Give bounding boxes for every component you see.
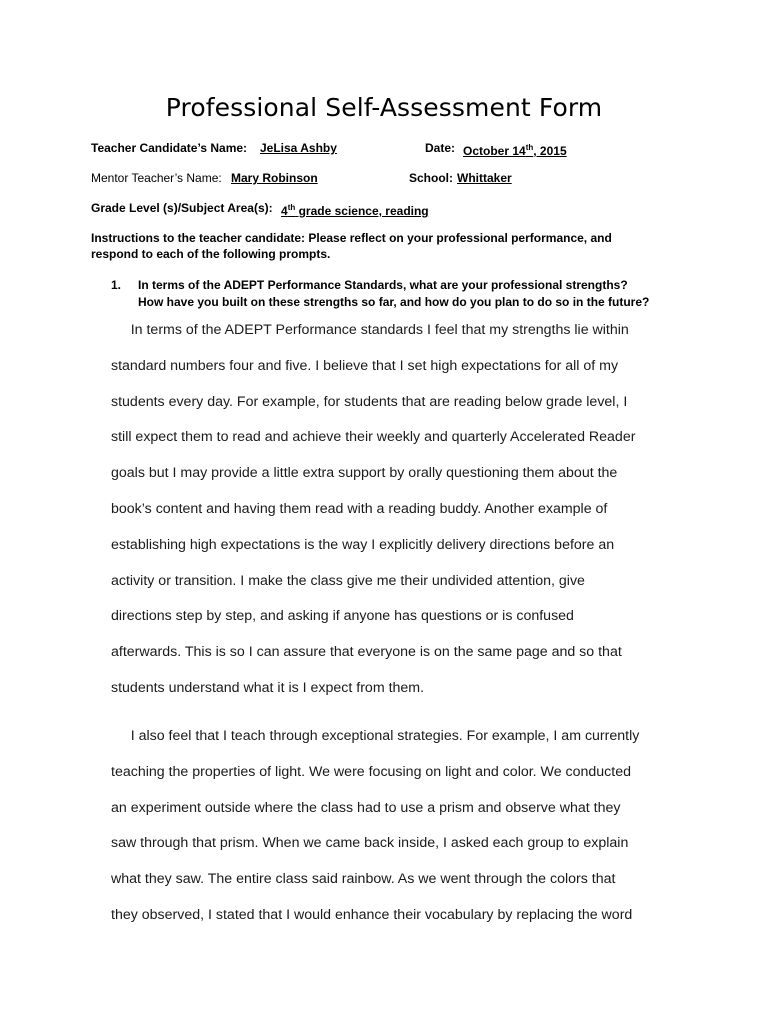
paragraph-line: In terms of the ADEPT Performance standards I feel that my strengths lie within [111, 322, 629, 338]
question-1-line-1: In terms of the ADEPT Performance Standards, what are your professional strengths? [138, 278, 628, 292]
paragraph-line: they observed, I stated that I would enhance their vocabulary by replacing the word [111, 907, 633, 923]
school-value: Whittaker [457, 171, 512, 185]
school-label: School: [409, 171, 453, 185]
instructions-line-1: Instructions to the teacher candidate: Please reflect on your professional performance, and [91, 231, 612, 245]
question-number: 1. [111, 278, 122, 292]
form-title: Professional Self-Assessment Form [165, 93, 603, 122]
date-label: Date: [425, 141, 456, 155]
grade-rest: grade science, reading [295, 204, 429, 218]
paragraph-line: saw through that prism. When we came back inside, I asked each group to explain [111, 835, 629, 852]
paragraph-line: activity or transition. I make the class give me their undivided attention, give [111, 572, 585, 589]
grade-subject-label: Grade Level (s)/Subject Area(s): [91, 201, 273, 215]
paragraph-line: standard numbers four and five. I believe that I set high expectations for all of my [111, 357, 619, 374]
paragraph-line: goals but I may provide a little extra support by orally questioning them about the [111, 465, 618, 482]
grade-number: 4 [281, 204, 288, 218]
grade-sup: th [287, 203, 296, 212]
paragraph-line: what they saw. The entire class said rainbow. As we went through the colors that [111, 871, 616, 888]
paragraph-line: afterwards. This is so I can assure that everyone is on the same page and so that [111, 644, 622, 661]
date-sup: th [525, 143, 534, 152]
paragraph-line: establishing high expectations is the way I explicitly delivery directions before an [111, 536, 615, 553]
date-main: October 14 [463, 144, 526, 158]
question-1-line-2: How have you built on these strengths so far, and how do you plan to do so in the future? [138, 295, 650, 309]
instructions-line-2: respond to each of the following prompts. [91, 247, 331, 261]
instructions [91, 230, 671, 262]
mentor-name-label: Mentor Teacher’s Name: [91, 171, 222, 185]
paragraph-line: I also feel that I teach through exceptional strategies. For example, I am currently [111, 728, 640, 744]
paragraph-line: students understand what it is I expect from them. [111, 680, 425, 696]
grade-subject-value [281, 200, 429, 219]
paragraph-line: students every day. For example, for students that are reading below grade level, I [111, 393, 628, 410]
paragraph-line: book’s content and having them read with a reading buddy. Another example of [111, 501, 608, 517]
mentor-name-value: Mary Robinson [231, 171, 318, 185]
date-value [463, 140, 567, 159]
paragraph-line: still expect them to read and achieve their weekly and quarterly Accelerated Reader [111, 429, 636, 446]
candidate-name-value: JeLisa Ashby [260, 141, 337, 155]
date-year: , 2015 [533, 144, 567, 158]
candidate-name-label: Teacher Candidate’s Name: [91, 141, 248, 155]
paragraph-line: an experiment outside where the class had to use a prism and observe what they [111, 799, 621, 816]
paragraph-line: teaching the properties of light. We were focusing on light and color. We conducted [111, 763, 631, 780]
paragraph-line: directions step by step, and asking if anyone has questions or is confused [111, 608, 574, 625]
